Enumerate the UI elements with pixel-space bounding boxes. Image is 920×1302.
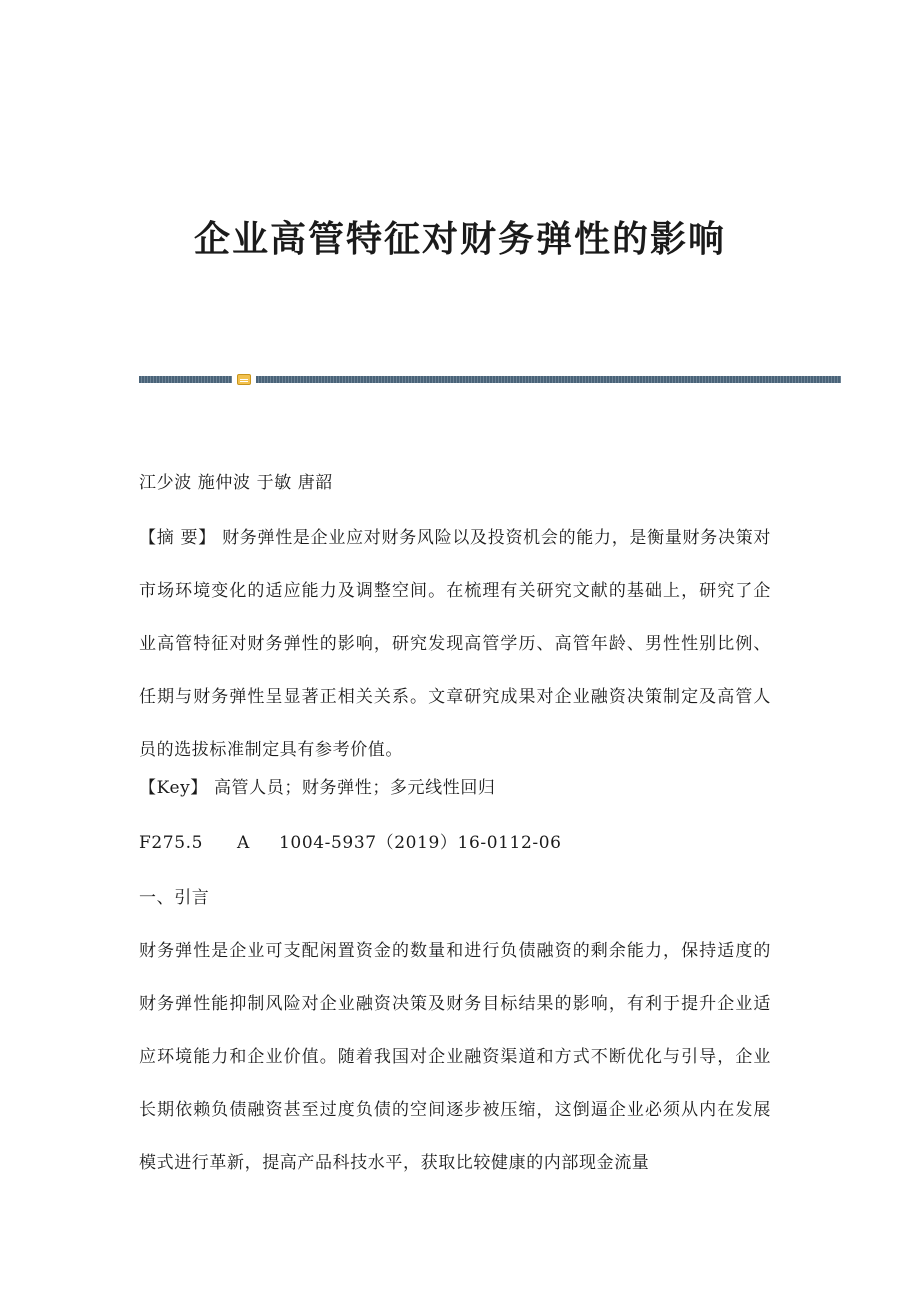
- keywords: [139, 762, 771, 815]
- divider-badge-icon: [237, 374, 251, 385]
- divider-bar-right: [256, 376, 841, 383]
- abstract-label: 【摘 要】: [139, 528, 216, 548]
- author-list: 江少波 施仲波 于敏 唐韶: [139, 473, 334, 493]
- document-code: A: [237, 833, 250, 853]
- keywords-label: 【Key】: [139, 778, 208, 798]
- abstract-text: 财务弹性是企业应对财务风险以及投资机会的能力，是衡量财务决策对市场环境变化的适应能力及调整空间。在梳理有关研究文献的基础上，研究了企业高管特征对财务弹性的影响，研究发现高管学历、高管年龄、男性性别比例、任期与财务弹性呈显著正相关关系。文章研究成果对企业融资决策制定及高管人员的选拔标准制定具有参考价值。: [139, 528, 771, 760]
- article-id: 1004-5937（2019）16-0112-06: [279, 833, 562, 853]
- clc-number: F275.5: [139, 833, 204, 853]
- keywords-text: 高管人员；财务弹性；多元线性回归: [213, 778, 496, 798]
- classification-codes: [139, 817, 771, 870]
- divider-bar-left: [139, 376, 232, 383]
- abstract: [139, 512, 771, 777]
- title-divider: [139, 374, 841, 384]
- section-heading: 一、引言: [139, 888, 210, 908]
- document-title: 企业高管特征对财务弹性的影响: [193, 218, 726, 260]
- body-paragraph: 财务弹性是企业可支配闲置资金的数量和进行负债融资的剩余能力，保持适度的财务弹性能抑制风险对企业融资决策及财务目标结果的影响，有利于提升企业适应环境能力和企业价值。随着我国对企业融资渠道和方式不断优化与引导，企业长期依赖负债融资甚至过度负债的空间逐步被压缩，这倒逼企业必须从内在发展模式进行革新，提高产品科技水平，获取比较健康的内部现金流量: [139, 941, 771, 1173]
